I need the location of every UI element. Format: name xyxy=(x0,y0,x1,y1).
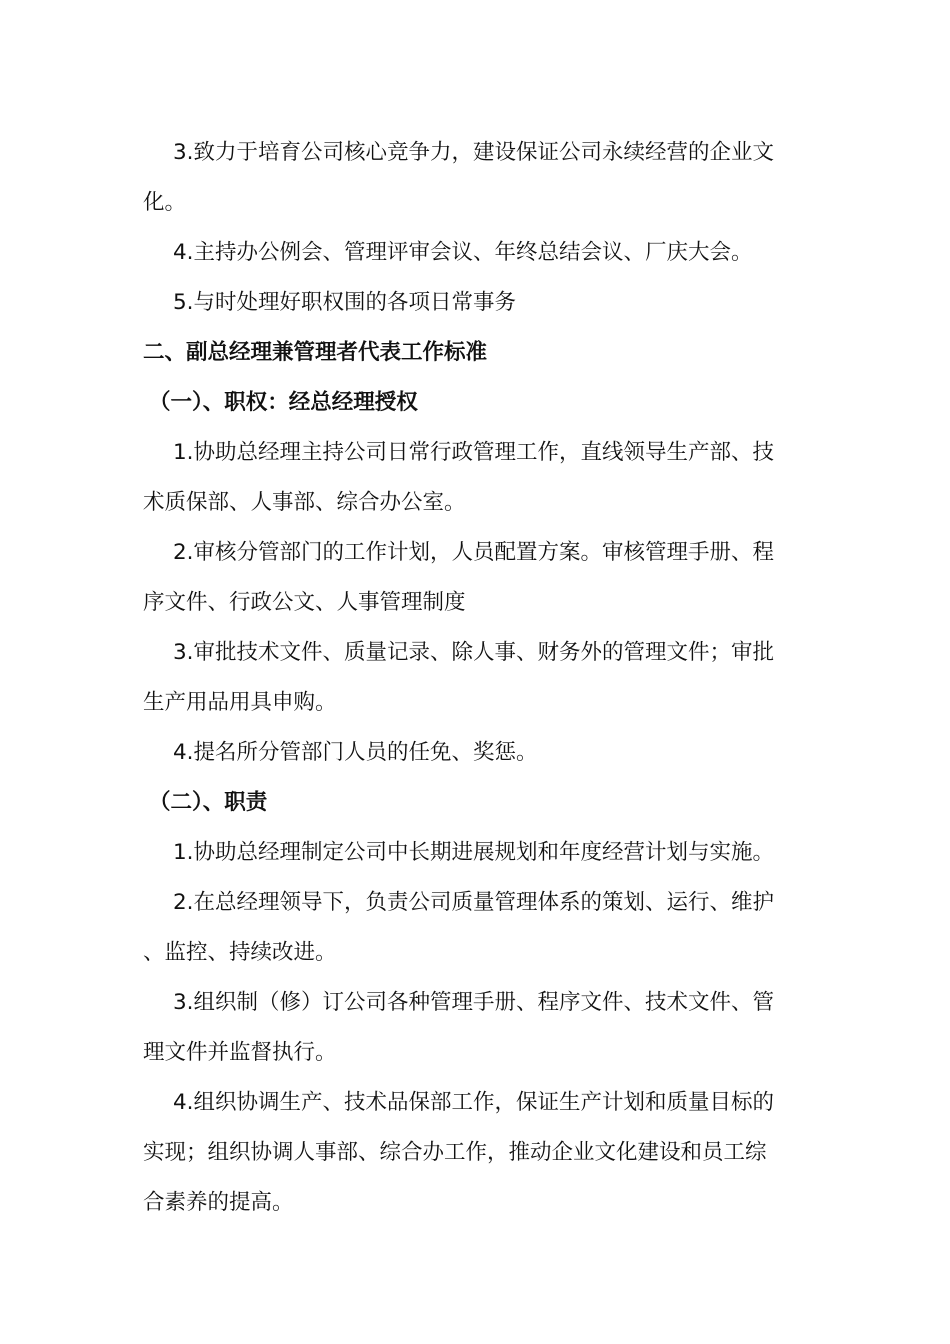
subheading-authority: （一）、职权：经总经理授权 xyxy=(149,390,418,415)
authority-item-4: 4.提名所分管部门人员的任免、奖惩。 xyxy=(173,740,538,765)
authority-item-3-line-2: 生产用品用具申购。 xyxy=(143,690,337,715)
item-3-line-1: 3.致力于培育公司核心竞争力，建设保证公司永续经营的企业文 xyxy=(173,140,775,165)
authority-item-1-line-2: 术质保部、人事部、综合办公室。 xyxy=(143,490,466,515)
item-5: 5.与时处理好职权围的各项日常事务 xyxy=(173,290,517,315)
duty-item-4-line-3: 合素养的提高。 xyxy=(143,1190,294,1215)
authority-item-2-line-1: 2.审核分管部门的工作计划，人员配置方案。审核管理手册、程 xyxy=(173,540,775,565)
duty-item-3-line-2: 理文件并监督执行。 xyxy=(143,1040,337,1065)
item-4: 4.主持办公例会、管理评审会议、年终总结会议、厂庆大会。 xyxy=(173,240,753,265)
authority-item-2-line-2: 序文件、行政公文、人事管理制度 xyxy=(143,590,466,615)
duty-item-4-line-1: 4.组织协调生产、技术品保部工作，保证生产计划和质量目标的 xyxy=(173,1090,775,1115)
document-page xyxy=(143,128,803,1228)
duty-item-1: 1.协助总经理制定公司中长期进展规划和年度经营计划与实施。 xyxy=(173,840,775,865)
authority-item-3-line-1: 3.审批技术文件、质量记录、除人事、财务外的管理文件；审批 xyxy=(173,640,775,665)
duty-item-4-line-2: 实现；组织协调人事部、综合办工作，推动企业文化建设和员工综 xyxy=(143,1140,767,1165)
duty-item-3-line-1: 3.组织制（修）订公司各种管理手册、程序文件、技术文件、管 xyxy=(173,990,775,1015)
item-3-line-2: 化。 xyxy=(143,190,187,215)
section-heading-deputy-gm: 二、副总经理兼管理者代表工作标准 xyxy=(143,340,488,365)
subheading-responsibilities: （二）、职责 xyxy=(149,790,268,815)
duty-item-2-line-1: 2.在总经理领导下，负责公司质量管理体系的策划、运行、维护 xyxy=(173,890,775,915)
duty-item-2-line-2: 、监控、持续改进。 xyxy=(143,940,337,965)
authority-item-1-line-1: 1.协助总经理主持公司日常行政管理工作，直线领导生产部、技 xyxy=(173,440,775,465)
